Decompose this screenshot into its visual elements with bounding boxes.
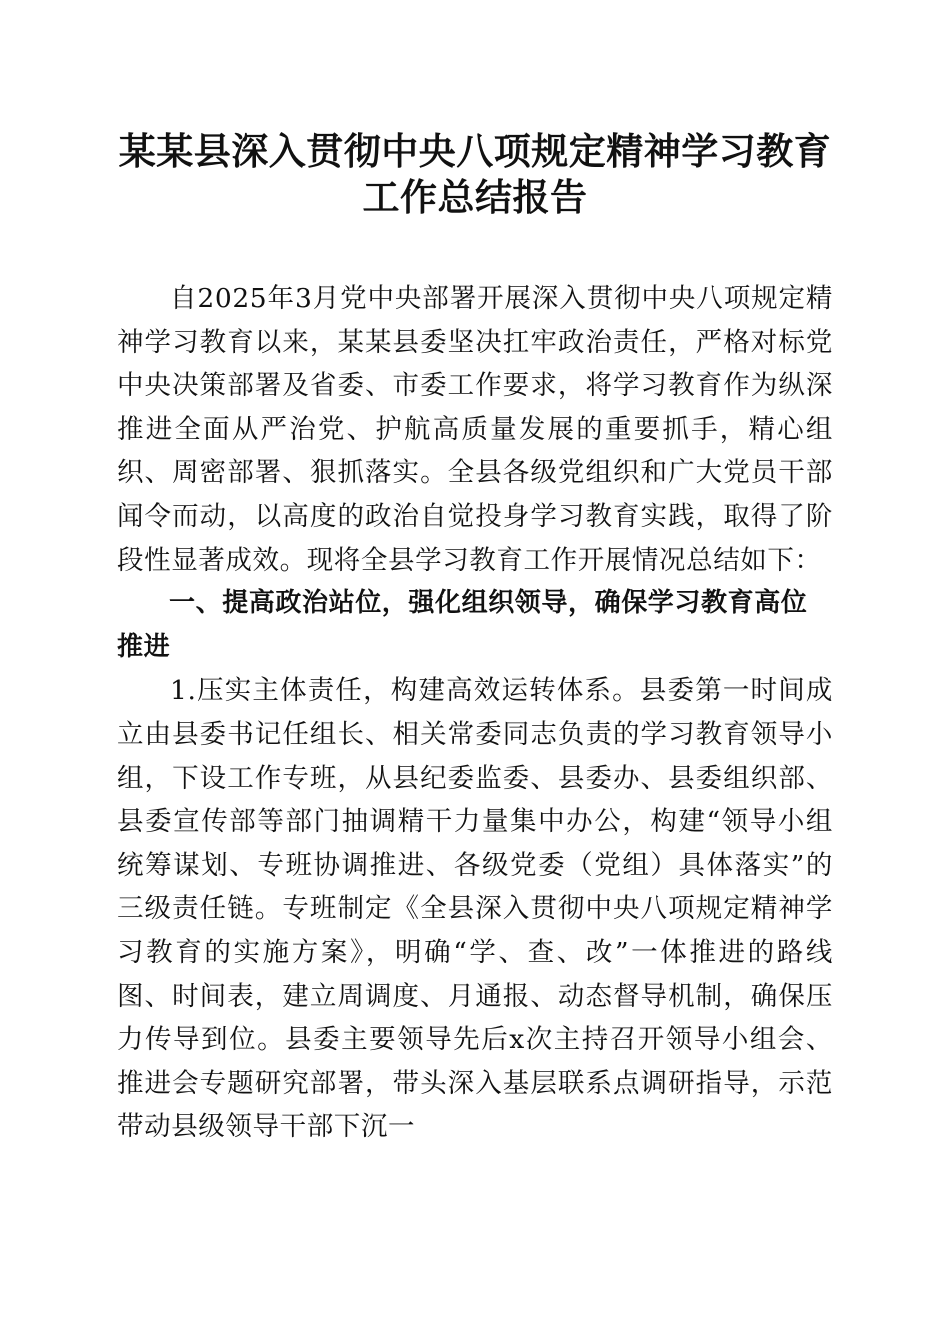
section-1-heading: 一、提高政治站位，强化组织领导，确保学习教育高位推进 [117,588,808,662]
section-1-paragraph-1: 1.压实主体责任，构建高效运转体系。县委第一时间成立由县委书记任组长、相关常委同志负责的学习教育领导小组，下设工作专班，从县纪委监委、县委办、县委组织部、县委宣传部等部门抽调精干力量集中办公，构建“领导小组统筹谋划、专班协调推进、各级党委（党组）具体落实”的三级责任链。专班制定《全县深入贯彻中央八项规定精神学习教育的实施方案》，明确“学、查、改”一体推进的路线图、时间表，建立周调度、月通报、动态督导机制，确保压力传导到位。县委主要领导先后x次主持召开领导小组会、推进会专题研究部署，带头深入基层联系点调研指导，示范带动县级领导干部下沉一 [117,675,833,1143]
document-body [117,277,833,1149]
intro-paragraph: 自2025年3月党中央部署开展深入贯彻中央八项规定精神学习教育以来，某某县委坚决扛牢政治责任，严格对标党中央决策部署及省委、市委工作要求，将学习教育作为纵深推进全面从严治党、护航高质量发展的重要抓手，精心组织、周密部署、狠抓落实。全县各级党组织和广大党员干部闻令而动，以高度的政治自觉投身学习教育实践，取得了阶段性显著成效。现将全县学习教育工作开展情况总结如下： [117,283,833,576]
document-title: 某某县深入贯彻中央八项规定精神学习教育工作总结报告 [118,129,832,219]
